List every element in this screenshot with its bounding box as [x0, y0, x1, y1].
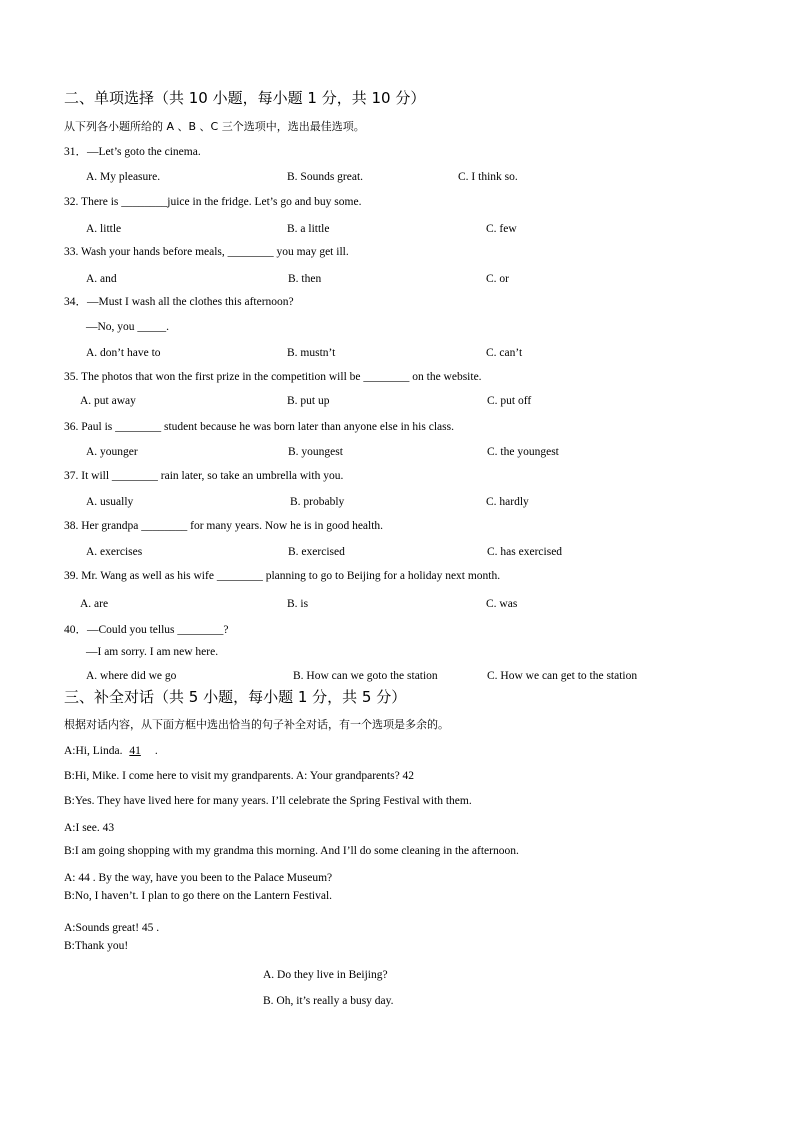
option-a: A. don’t have to — [86, 347, 161, 359]
dialogue-punct: . — [154, 745, 158, 757]
question-stem: 31．—Let’s goto the cinema. — [64, 146, 201, 158]
option-b: B. a little — [287, 223, 330, 235]
question-stem: 33. Wash your hands before meals, ________ you may get ill. — [64, 246, 349, 258]
question-stem: 39. Mr. Wang as well as his wife ________ planning to go to Beijing for a holiday next month. — [64, 570, 501, 582]
question-stem-reply: —I am sorry. I am new here. — [86, 646, 219, 658]
question-stem-reply: —No, you _____. — [86, 321, 170, 333]
dialogue-line: B:I am going shopping with my grandma this morning. And I’ll do some cleaning in the afternoon. — [64, 845, 519, 857]
option-a: A. younger — [86, 446, 138, 458]
dialogue-line — [64, 744, 158, 758]
option-c: C. the youngest — [487, 446, 559, 458]
section2-instruction: 从下列各小题所给的 A 、B 、C 三个选项中，选出最佳选项。 — [64, 120, 365, 133]
option-b: B. youngest — [288, 446, 343, 458]
option-a: A. exercises — [86, 546, 143, 558]
option-b: B. exercised — [288, 546, 345, 558]
dialogue-line: A:Sounds great! 45 . — [64, 922, 160, 934]
option-c: C. was — [486, 598, 518, 610]
option-c: C. has exercised — [487, 546, 563, 558]
option-a: A. where did we go — [86, 670, 177, 682]
dialogue-line: A:I see. 43 — [64, 822, 115, 834]
option-b: B. How can we goto the station — [293, 670, 438, 682]
option-c: C. I think so. — [458, 171, 518, 183]
option-c: C. or — [486, 273, 509, 285]
option-c: C. put off — [487, 395, 532, 407]
option-b: B. Sounds great. — [287, 171, 364, 183]
option-c: C. can’t — [486, 347, 523, 359]
question-stem: 37. It will ________ rain later, so take an umbrella with you. — [64, 470, 344, 482]
question-stem: 35. The photos that won the first prize in the competition will be ________ on the website. — [64, 371, 482, 383]
dialogue-line: B:Hi, Mike. I come here to visit my grandparents. A: Your grandparents? 42 — [64, 770, 415, 782]
question-stem: 40．—Could you tellus ________? — [64, 624, 229, 636]
section2-title: 二、单项选择（共 10 小题，每小题 1 分，共 10 分） — [64, 89, 426, 107]
question-stem: 38. Her grandpa ________ for many years. Now he is in good health. — [64, 520, 384, 532]
blank-41: 41 — [129, 745, 141, 757]
section3-instruction: 根据对话内容，从下面方框中选出恰当的句子补全对话，有一个选项是多余的。 — [64, 718, 449, 731]
option-c: C. How we can get to the station — [487, 670, 638, 682]
dialogue-line: B:Thank you! — [64, 940, 129, 952]
option-a: A. are — [80, 598, 109, 610]
question-stem: 36. Paul is ________ student because he was born later than anyone else in his class. — [64, 421, 454, 433]
box-option-b: B. Oh, it’s really a busy day. — [263, 995, 394, 1007]
option-b: B. is — [287, 598, 309, 610]
option-b: B. put up — [287, 395, 330, 407]
box-option-a: A. Do they live in Beijing? — [263, 969, 388, 981]
option-b: B. probably — [290, 496, 345, 508]
option-a: A. little — [86, 223, 122, 235]
option-c: C. few — [486, 223, 517, 235]
option-b: B. mustn’t — [287, 347, 336, 359]
option-a: A. My pleasure. — [86, 171, 161, 183]
dialogue-speaker-text: A:Hi, Linda. — [64, 745, 126, 757]
question-stem: 32. There is ________juice in the fridge. Let’s go and buy some. — [64, 196, 362, 208]
option-c: C. hardly — [486, 496, 529, 508]
option-a: A. put away — [80, 395, 136, 407]
question-stem: 34．—Must I wash all the clothes this afternoon? — [64, 296, 294, 308]
dialogue-line: A: 44 . By the way, have you been to the Palace Museum? — [64, 872, 333, 884]
dialogue-line: B:Yes. They have lived here for many years. I’ll celebrate the Spring Festival with them. — [64, 795, 472, 807]
option-b: B. then — [288, 273, 322, 285]
dialogue-line: B:No, I haven’t. I plan to go there on the Lantern Festival. — [64, 890, 333, 902]
section3-title: 三、补全对话（共 5 小题，每小题 1 分，共 5 分） — [64, 688, 407, 706]
option-a: A. usually — [86, 496, 134, 508]
option-a: A. and — [86, 273, 117, 285]
